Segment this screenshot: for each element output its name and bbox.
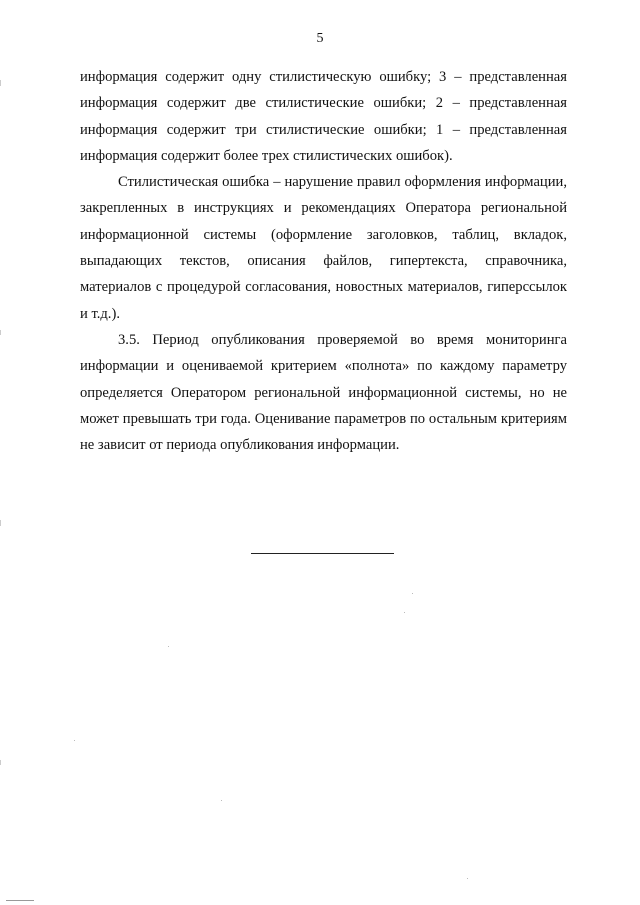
document-body	[80, 64, 567, 458]
paragraph-section-3-5: 3.5. Период опубликования проверяемой во время мониторинга информации и оцениваемой критерием «полнота» по каждому параметру определяется Оператором региональной информационной системы, но не может превышать три года. Оценивание параметров по остальным критериям не зависит от периода опубликования информации.	[80, 331, 567, 454]
scan-edge-mark	[0, 80, 1, 86]
scan-bottom-mark	[6, 900, 34, 901]
scan-speck	[168, 646, 169, 647]
scan-edge-mark	[0, 330, 1, 335]
scan-edge-mark	[0, 760, 1, 765]
paragraph-stylistic-error-definition: Стилистическая ошибка – нарушение правил оформления информации, закрепленных в инструкциях и рекомендациях Оператора региональной информационной системы (оформление заголовков, таблиц, вкладок, выпадающих текстов, описания файлов, гипертекста, справочника, материалов с процедурой согласования, новостных материалов, гиперссылок и т.д.).	[80, 174, 567, 322]
scan-speck	[221, 800, 222, 801]
scan-speck	[74, 740, 75, 741]
scan-speck	[412, 593, 413, 594]
paragraph-continuation: информация содержит одну стилистическую ошибку; 3 – представленная информация содержит две стилистические ошибки; 2 – представленная информация содержит три стилистические ошибки; 1 – представленная информация содержит более трех стилистических ошибок).	[80, 69, 567, 164]
scan-speck	[404, 612, 405, 613]
page-number: 5	[316, 31, 324, 46]
scan-speck	[467, 878, 468, 879]
end-of-text-separator	[251, 553, 394, 554]
scan-edge-mark	[0, 520, 1, 526]
